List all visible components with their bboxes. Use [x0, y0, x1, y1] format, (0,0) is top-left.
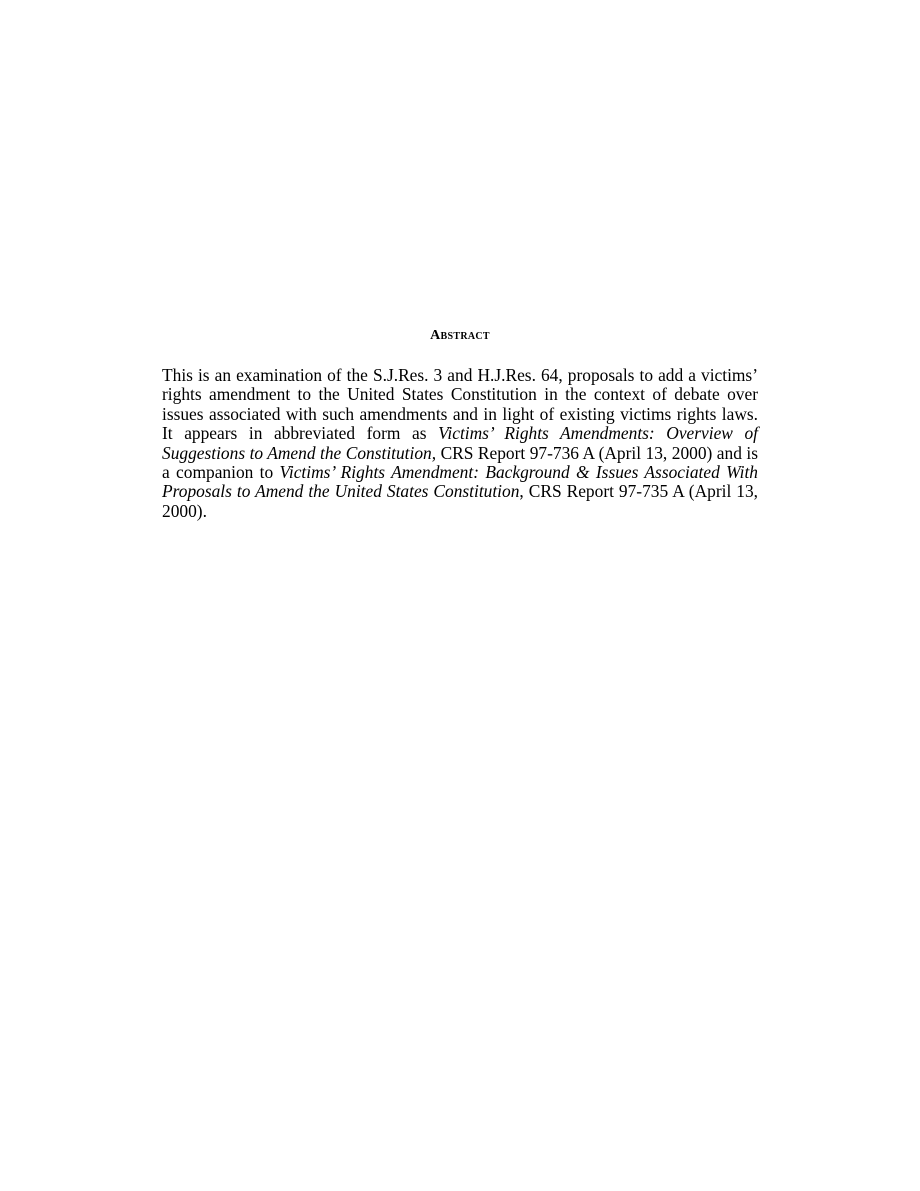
- abstract-paragraph: [162, 366, 758, 521]
- report-title-background: Victims’ Rights Amendment: Background & Issues Associated With Proposals to Amend the United States Constitution: [162, 462, 758, 502]
- abstract-text-part-2: CRS Report 97-736 A (April 13, 2000) and is a companion to: [162, 442, 758, 483]
- abstract-heading: [162, 327, 758, 345]
- abstract-text-part-1: This is an examination of the S.J.Res. 3 and H.J.Res. 64, proposals to add a victims’ rights amendment to the United States Constitution in the context of debate over issues associated with such amendments and in light of existing victims rights laws. It appears in abbreviated form as: [162, 365, 758, 444]
- abstract-heading-text: Abstract: [430, 328, 490, 343]
- report-title-overview: Victims’ Rights Amendments: Overview of Suggestions to Amend the Constitution,: [162, 423, 759, 463]
- abstract-text-part-3: , CRS Report 97-735 A (April 13, 2000).: [162, 481, 759, 521]
